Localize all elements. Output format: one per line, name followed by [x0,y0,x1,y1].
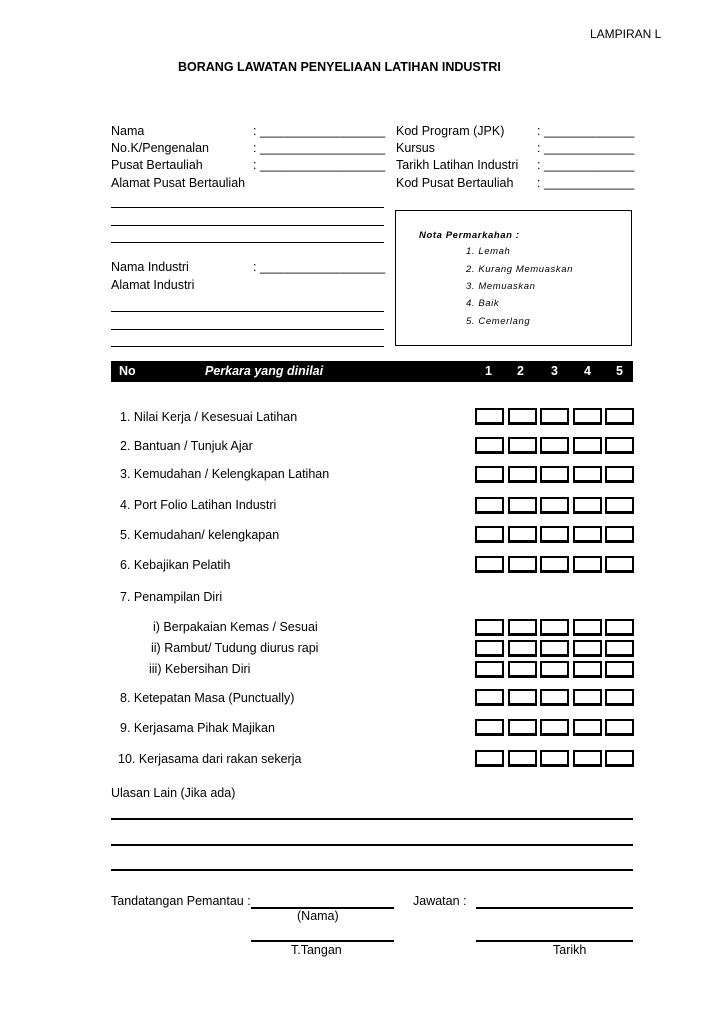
field-line-nama-industri[interactable]: : __________________ [253,260,386,274]
header-score-1: 1 [485,364,492,378]
score-box-3[interactable] [540,619,569,636]
list-item: 3. Kemudahan / Kelengkapan Latihan [120,467,330,481]
field-label-alamat-pusat: Alamat Pusat Bertauliah [111,176,246,190]
field-line-kursus[interactable]: : _____________ [537,141,635,155]
score-box-5[interactable] [605,619,634,636]
score-box-2[interactable] [508,661,537,678]
score-box-1[interactable] [475,466,504,483]
score-box-3[interactable] [540,750,569,767]
score-box-1[interactable] [475,526,504,543]
score-box-3[interactable] [540,497,569,514]
jawatan-line[interactable] [476,907,633,909]
nota-item-2: 2. Kurang Memuaskan [466,264,573,275]
list-item: 8. Ketepatan Masa (Punctually) [120,691,295,705]
nota-item-4: 4. Baik [466,298,500,309]
score-box-5[interactable] [605,719,634,736]
header-score-3: 3 [551,364,558,378]
score-box-1[interactable] [475,408,504,425]
list-item: 2. Bantuan / Tunjuk Ajar [120,439,253,453]
score-box-2[interactable] [508,526,537,543]
score-box-3[interactable] [540,437,569,454]
score-box-3[interactable] [540,661,569,678]
field-line-tarikh-latihan[interactable]: : _____________ [537,158,635,172]
nota-title: Nota Permarkahan : [419,230,520,241]
score-box-1[interactable] [475,719,504,736]
field-label-nokp: No.K/Pengenalan [111,141,209,155]
score-box-2[interactable] [508,466,537,483]
list-item: 10. Kerjasama dari rakan sekerja [118,752,302,766]
list-item: iii) Kebersihan Diri [149,662,251,676]
score-box-5[interactable] [605,640,634,657]
score-box-3[interactable] [540,408,569,425]
score-box-1[interactable] [475,556,504,573]
score-box-5[interactable] [605,556,634,573]
list-item: i) Berpakaian Kemas / Sesuai [153,620,318,634]
score-box-2[interactable] [508,408,537,425]
score-box-2[interactable] [508,640,537,657]
alamat-pusat-line-1[interactable] [111,207,384,208]
tandatangan-pemantau-label: Tandatangan Pemantau : [111,894,251,908]
alamat-pusat-line-2[interactable] [111,225,384,226]
score-box-4[interactable] [573,689,602,706]
field-line-kod-program[interactable]: : _____________ [537,124,635,138]
score-box-2[interactable] [508,556,537,573]
score-box-3[interactable] [540,556,569,573]
ulasan-line-3[interactable] [111,869,633,871]
score-box-1[interactable] [475,437,504,454]
score-box-5[interactable] [605,437,634,454]
field-label-alamat-industri: Alamat Industri [111,278,195,292]
score-box-5[interactable] [605,497,634,514]
score-box-3[interactable] [540,689,569,706]
score-box-4[interactable] [573,556,602,573]
score-box-2[interactable] [508,750,537,767]
score-box-5[interactable] [605,466,634,483]
score-box-4[interactable] [573,466,602,483]
score-box-1[interactable] [475,497,504,514]
score-box-1[interactable] [475,640,504,657]
score-box-5[interactable] [605,689,634,706]
score-box-2[interactable] [508,619,537,636]
list-item: 6. Kebajikan Pelatih [120,558,231,572]
field-label-tarikh-latihan: Tarikh Latihan Industri [396,158,519,172]
field-label-pusat: Pusat Bertauliah [111,158,203,172]
score-box-5[interactable] [605,408,634,425]
score-box-2[interactable] [508,437,537,454]
nota-item-5: 5. Cemerlang [466,316,531,327]
score-box-4[interactable] [573,408,602,425]
score-box-5[interactable] [605,526,634,543]
lampiran-label: LAMPIRAN L [590,27,662,41]
nama-caption: (Nama) [297,909,339,923]
header-score-4: 4 [584,364,591,378]
jawatan-label: Jawatan : [413,894,467,908]
field-line-kod-pusat[interactable]: : _____________ [537,176,635,190]
field-label-kursus: Kursus [396,141,435,155]
header-no: No [119,364,136,378]
page-title: BORANG LAWATAN PENYELIAAN LATIHAN INDUSTRI [178,60,501,74]
field-line-pusat[interactable]: : __________________ [253,158,386,172]
header-perkara: Perkara yang dinilai [205,364,324,378]
field-label-kod-pusat: Kod Pusat Bertauliah [396,176,514,190]
list-item: 1. Nilai Kerja / Kesesuai Latihan [120,410,298,424]
nota-item-1: 1. Lemah [466,246,511,257]
ulasan-label: Ulasan Lain (Jika ada) [111,786,236,800]
list-item: ii) Rambut/ Tudung diurus rapi [151,641,319,655]
score-box-1[interactable] [475,619,504,636]
score-box-5[interactable] [605,661,634,678]
score-box-4[interactable] [573,526,602,543]
score-box-3[interactable] [540,526,569,543]
score-box-4[interactable] [573,497,602,514]
ttangan-line[interactable] [251,940,394,942]
score-box-2[interactable] [508,719,537,736]
ulasan-line-1[interactable] [111,818,633,820]
tarikh-line[interactable] [476,940,633,942]
field-label-nama: Nama [111,124,145,138]
score-box-4[interactable] [573,640,602,657]
score-box-3[interactable] [540,640,569,657]
score-box-4[interactable] [573,619,602,636]
score-box-3[interactable] [540,719,569,736]
list-item: 9. Kerjasama Pihak Majikan [120,721,275,735]
field-label-kod-program: Kod Program (JPK) [396,124,505,138]
header-score-5: 5 [616,364,623,378]
field-line-nokp[interactable]: : __________________ [253,141,386,155]
alamat-industri-line-2[interactable] [111,329,384,330]
field-line-nama[interactable]: : __________________ [253,124,386,138]
score-box-5[interactable] [605,750,634,767]
score-box-4[interactable] [573,719,602,736]
ulasan-line-2[interactable] [111,844,633,846]
ttangan-caption: T.Tangan [291,943,342,957]
score-box-4[interactable] [573,437,602,454]
score-box-1[interactable] [475,661,504,678]
field-label-nama-industri: Nama Industri [111,260,189,274]
list-item: 7. Penampilan Diri [120,590,223,604]
alamat-industri-line-3[interactable] [111,346,384,347]
score-box-3[interactable] [540,466,569,483]
score-box-2[interactable] [508,497,537,514]
alamat-pusat-line-3[interactable] [111,242,384,243]
score-box-2[interactable] [508,689,537,706]
tarikh-caption: Tarikh [553,943,587,957]
table-header [111,361,633,382]
score-box-1[interactable] [475,689,504,706]
score-box-1[interactable] [475,750,504,767]
header-score-2: 2 [517,364,524,378]
list-item: 5. Kemudahan/ kelengkapan [120,528,280,542]
score-box-4[interactable] [573,750,602,767]
nota-item-3: 3. Memuaskan [466,281,536,292]
list-item: 4. Port Folio Latihan Industri [120,498,277,512]
score-box-4[interactable] [573,661,602,678]
alamat-industri-line-1[interactable] [111,311,384,312]
